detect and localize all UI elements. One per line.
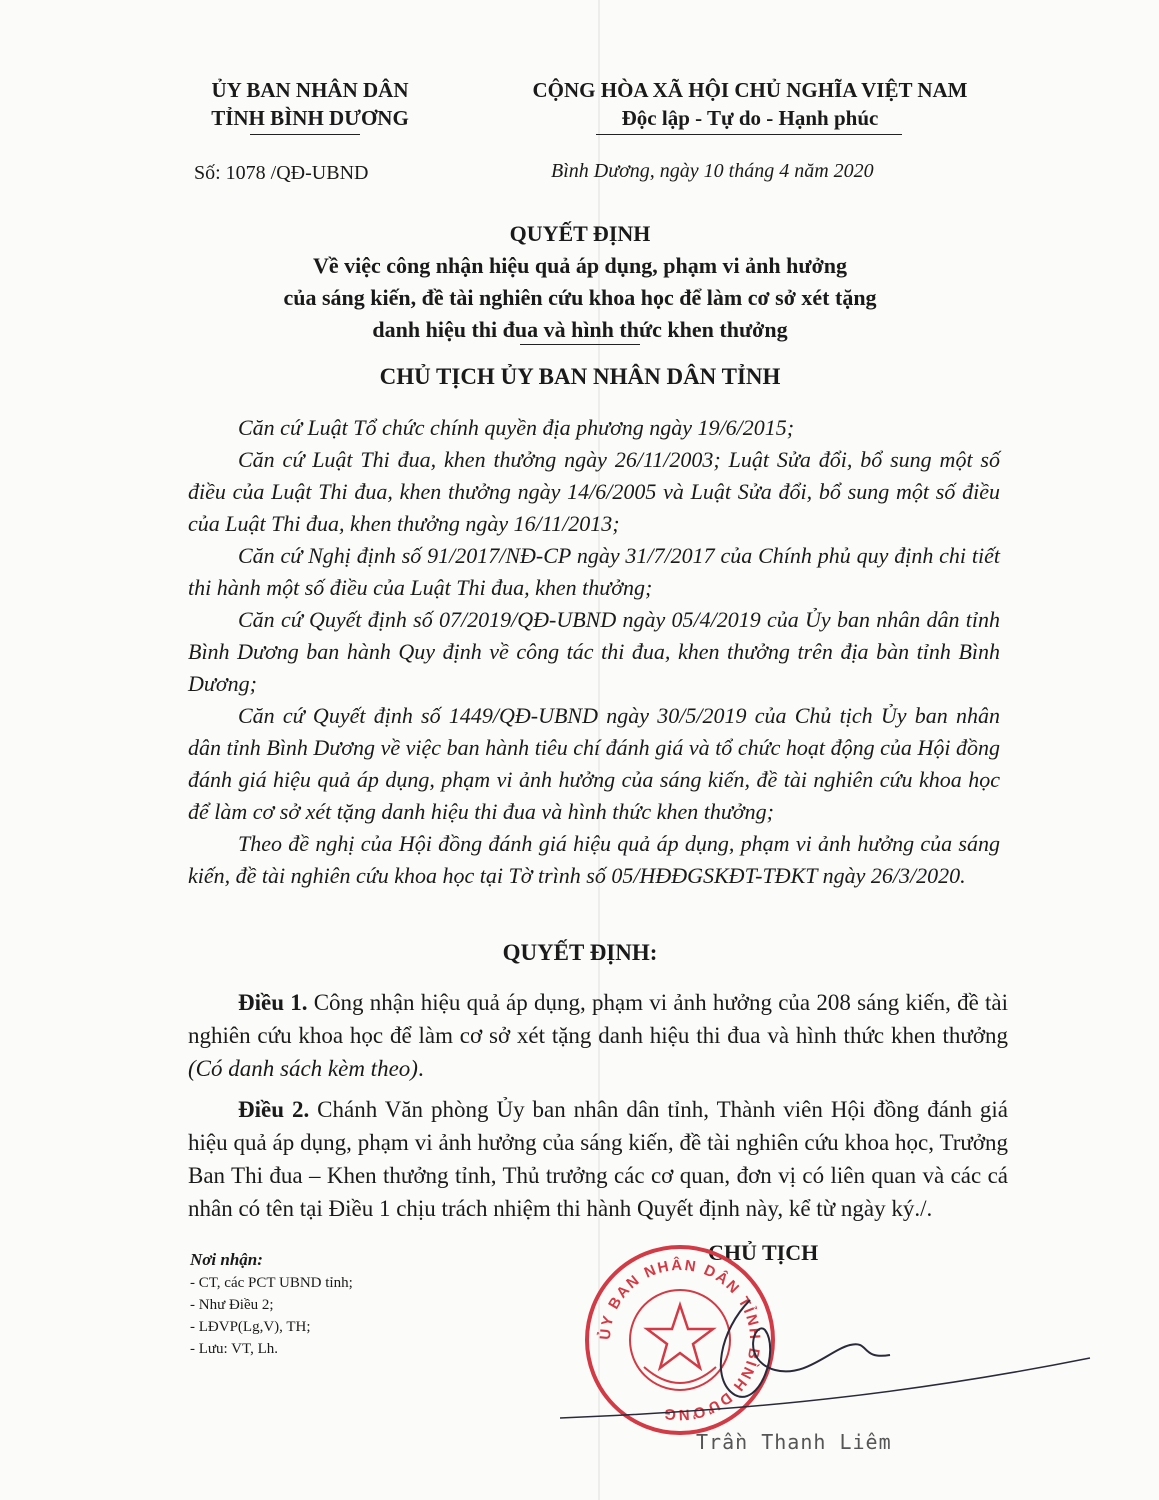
article-2 (188, 1093, 1008, 1225)
motto-underline (596, 134, 902, 135)
basis-4: Căn cứ Quyết định số 07/2019/QĐ-UBND ngày 05/4/2019 của Ủy ban nhân dân tỉnh Bình Dương ban hành Quy định về công tác thi đua, khen thưởng trên địa bàn tỉnh Bình Dương; (188, 607, 1000, 696)
title-underline (520, 344, 640, 345)
agency-underline (250, 134, 360, 135)
national-motto: Độc lập - Tự do - Hạnh phúc (621, 106, 879, 130)
recipients-block (190, 1248, 490, 1360)
basis-6: Theo đề nghị của Hội đồng đánh giá hiệu quả áp dụng, phạm vi ảnh hưởng của sáng kiến, đề tài nghiên cứu khoa học tại Tờ trình số 05/HĐĐGSKĐT-TĐKT ngày 26/3/2020. (188, 831, 1000, 888)
decision-heading: QUYẾT ĐỊNH: (502, 940, 658, 965)
title-sub-2: của sáng kiến, đề tài nghiên cứu khoa học để làm cơ sở xét tặng (283, 285, 877, 310)
article-1-text: Công nhận hiệu quả áp dụng, phạm vi ảnh hưởng của 208 sáng kiến, đề tài nghiên cứu khoa học để làm cơ sở xét tặng danh hiệu thi đua và hình thức khen thưởng (188, 990, 1008, 1048)
issuing-authority: CHỦ TỊCH ỦY BAN NHÂN DÂN TỈNH (379, 364, 781, 389)
title-main: QUYẾT ĐỊNH (509, 221, 651, 246)
article-2-label: Điều 2. (238, 1097, 310, 1122)
recipients-heading: Nơi nhận: (190, 1250, 263, 1269)
articles (188, 986, 1008, 1225)
handwritten-signature (560, 1290, 1100, 1440)
issue-date: Bình Dương, ngày 10 tháng 4 năm 2020 (551, 160, 874, 182)
signer-name: Trần Thanh Liêm (696, 1430, 892, 1454)
recipient-3: - LĐVP(Lg,V), TH; (190, 1319, 311, 1335)
article-1-note: (Có danh sách kèm theo) (188, 1056, 418, 1081)
national-title (480, 76, 1020, 132)
recipient-4: - Lưu: VT, Lh. (190, 1341, 278, 1357)
title-sub-3: danh hiệu thi đua và hình thức khen thưởng (372, 317, 788, 342)
recipient-1: - CT, các PCT UBND tỉnh; (190, 1275, 353, 1291)
article-1-end: . (417, 1056, 424, 1081)
basis-5: Căn cứ Quyết định số 1449/QĐ-UBND ngày 30/5/2019 của Chủ tịch Ủy ban nhân dân tỉnh Bình Dương về việc ban hành tiêu chí đánh giá và tổ chức hoạt động của Hội đồng đánh giá hiệu quả áp dụng, phạm vi ảnh hưởng của sáng kiến, đề tài nghiên cứu khoa học để làm cơ sở xét tặng danh hiệu thi đua và hình thức khen thưởng; (188, 703, 1000, 824)
basis-1: Căn cứ Luật Tổ chức chính quyền địa phương ngày 19/6/2015; (238, 415, 795, 440)
agency-name (160, 76, 460, 132)
agency-line1: ỦY BAN NHÂN DÂN (211, 78, 409, 102)
article-1 (188, 986, 1008, 1085)
legal-bases (188, 412, 1000, 892)
recipient-2: - Như Điều 2; (190, 1297, 274, 1313)
document-title (150, 218, 1010, 346)
title-sub-1: Về việc công nhận hiệu quả áp dụng, phạm vi ảnh hưởng (313, 253, 847, 278)
document-number: Số: 1078 /QĐ-UBND (194, 162, 369, 184)
basis-2: Căn cứ Luật Thi đua, khen thưởng ngày 26/11/2003; Luật Sửa đổi, bổ sung một số điều của Luật Thi đua, khen thưởng ngày 14/6/2005 và Luật Sửa đổi, bổ sung một số điều của Luật Thi đua, khen thưởng ngày 16/11/2013; (188, 447, 1000, 536)
article-1-label: Điều 1. (238, 990, 308, 1015)
basis-3: Căn cứ Nghị định số 91/2017/NĐ-CP ngày 31/7/2017 của Chính phủ quy định chi tiết thi hành một số điều của Luật Thi đua, khen thưởng; (188, 543, 1000, 600)
article-2-text: Chánh Văn phòng Ủy ban nhân dân tỉnh, Thành viên Hội đồng đánh giá hiệu quả áp dụng, phạm vi ảnh hưởng của sáng kiến, đề tài nghiên cứu khoa học, Trưởng Ban Thi đua – Khen thưởng tỉnh, Thủ trưởng các cơ quan, đơn vị có liên quan và các cá nhân có tên tại Điều 1 chịu trách nhiệm thi hành Quyết định này, kể từ ngày ký./. (188, 1097, 1008, 1221)
national-title-line1: CỘNG HÒA XÃ HỘI CHỦ NGHĨA VIỆT NAM (532, 78, 968, 102)
signer-title: CHỦ TỊCH (708, 1240, 819, 1265)
seal-text: ỦY BAN NHÂN DÂN TỈNH BÌNH DƯƠNG (596, 1256, 764, 1424)
agency-line2: TỈNH BÌNH DƯƠNG (211, 106, 409, 130)
